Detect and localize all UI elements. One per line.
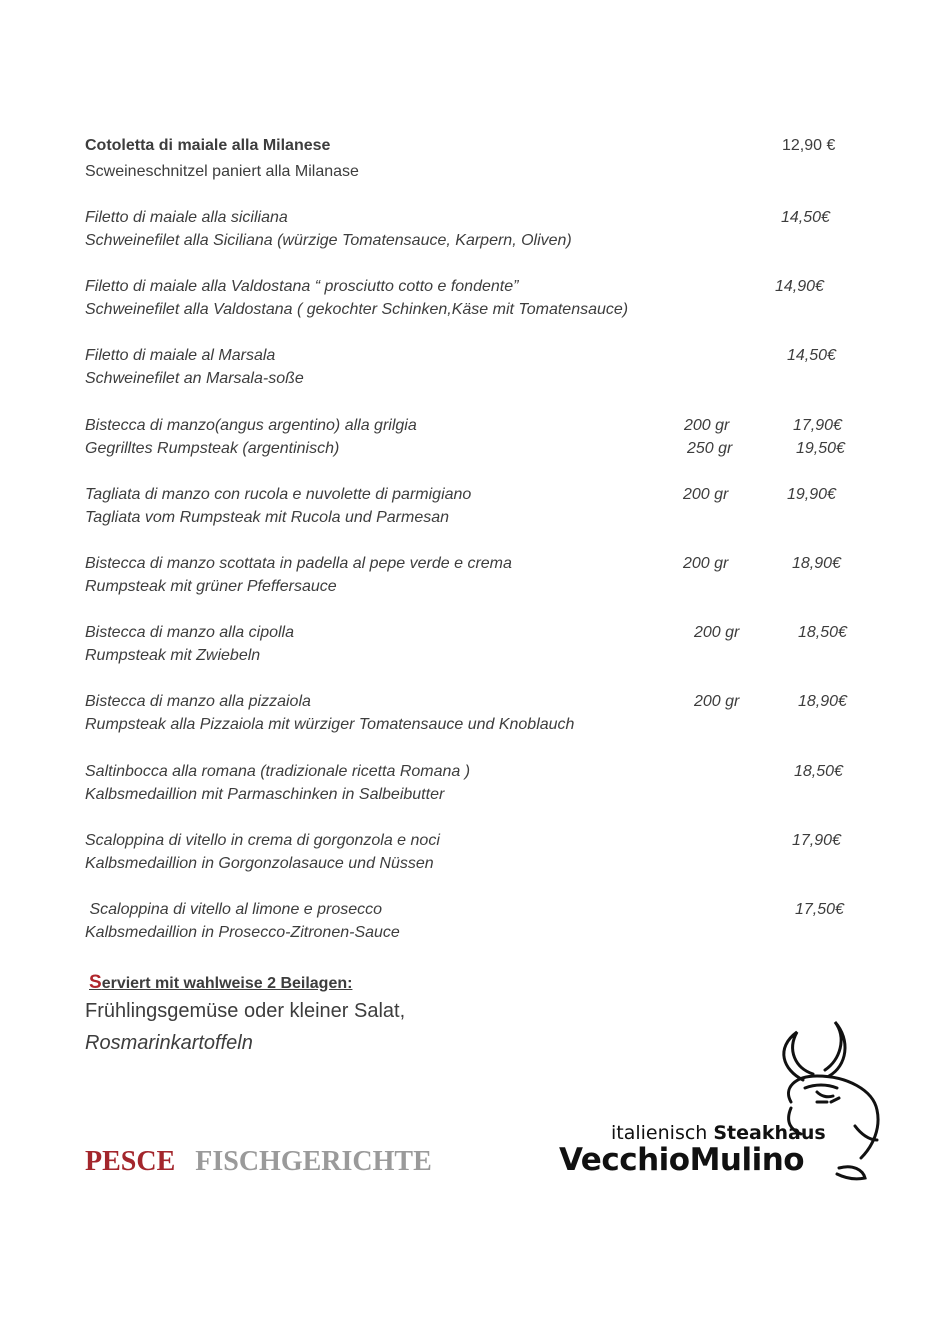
menu-item [85,275,865,321]
item-price: 18,90€ [798,693,847,710]
menu-item [85,206,865,252]
item-name-italian: Cotoletta di maiale alla Milanese [85,137,331,154]
item-name-german: Tagliata vom Rumpsteak mit Rucola und Parmesan [85,509,450,526]
item-name-german: Rumpsteak alla Pizzaiola mit würziger Tomatensauce und Knoblauch [85,716,575,733]
item-price: 18,50€ [798,624,847,641]
section-title-italian: PESCE [85,1146,176,1177]
item-weight: 200 gr [694,624,740,641]
menu-item [85,552,865,598]
section-title [85,1146,432,1178]
side-dishes-heading [89,972,352,994]
item-price: 18,50€ [794,763,843,780]
item-name-italian: Scaloppina di vitello al limone e prosecco [85,901,383,918]
item-name-german: Rumpsteak mit grüner Pfeffersauce [85,578,337,595]
menu-item [85,690,865,736]
item-price: 17,50€ [795,901,844,918]
logo-text-light: italienisch [611,1122,708,1144]
logo-text-line2: VecchioMulino [559,1142,805,1178]
side-dishes-line-2: Rosmarinkartoffeln [85,1032,253,1054]
item-weight: 200 gr [684,417,730,434]
item-price: 17,90€ [793,417,842,434]
side-dishes-heading-text: erviert mit wahlweise 2 Beilagen: [101,975,353,992]
item-price: 19,50€ [796,440,845,457]
item-name-german: Gegrilltes Rumpsteak (argentinisch) [85,440,340,457]
menu-item [85,134,865,183]
item-weight: 200 gr [683,486,729,503]
item-name-italian: Saltinbocca alla romana (tradizionale ricetta Romana ) [85,763,471,780]
item-name-german: Rumpsteak mit Zwiebeln [85,647,261,664]
menu-item [85,344,865,390]
item-name-italian: Filetto di maiale alla Valdostana “ prosciutto cotto e fondente” [85,278,519,295]
item-name-german: Scweineschnitzel paniert alla Milanase [85,163,359,180]
item-name-italian: Bistecca di manzo alla cipolla [85,624,294,641]
menu-item [85,829,865,875]
item-price: 19,90€ [787,486,836,503]
item-weight: 200 gr [683,555,729,572]
item-name-german: Schweinefilet an Marsala-soße [85,370,304,387]
menu-item [85,414,865,460]
restaurant-logo [555,1018,885,1193]
item-name-italian: Bistecca di manzo(angus argentino) alla grilgia [85,417,417,434]
item-price: 14,90€ [775,278,824,295]
item-price: 14,50€ [781,209,830,226]
menu-item [85,898,865,944]
item-weight: 200 gr [694,693,740,710]
item-price: 17,90€ [792,832,841,849]
item-weight: 250 gr [687,440,733,457]
item-name-german: Schweinefilet alla Valdostana ( gekochter Schinken,Käse mit Tomatensauce) [85,301,629,318]
menu-item [85,621,865,667]
item-name-italian: Filetto di maiale al Marsala [85,347,276,364]
menu-item [85,760,865,806]
item-name-german: Schweinefilet alla Siciliana (würzige Tomatensauce, Karpern, Oliven) [85,232,572,249]
item-price: 12,90 € [782,137,836,154]
side-dishes-heading-initial: S [89,972,102,993]
item-name-italian: Tagliata di manzo con rucola e nuvolette di parmigiano [85,486,472,503]
item-name-german: Kalbsmedaillion in Prosecco-Zitronen-Sauce [85,924,400,941]
item-name-italian: Bistecca di manzo alla pizzaiola [85,693,311,710]
item-price: 18,90€ [792,555,841,572]
item-name-italian: Filetto di maiale alla siciliana [85,209,288,226]
side-dishes-line-1: Frühlingsgemüse oder kleiner Salat, [85,1000,406,1022]
item-name-german: Kalbsmedaillion in Gorgonzolasauce und Nüssen [85,855,434,872]
item-name-italian: Scaloppina di vitello in crema di gorgonzola e noci [85,832,440,849]
logo-text-line1 [611,1122,826,1144]
menu-item [85,483,865,529]
section-title-german: FISCHGERICHTE [195,1146,432,1177]
logo-text-bold: Steakhaus [713,1122,826,1144]
item-name-italian: Bistecca di manzo scottata in padella al pepe verde e crema [85,555,512,572]
item-name-german: Kalbsmedaillion mit Parmaschinken in Salbeibutter [85,786,445,803]
item-price: 14,50€ [787,347,836,364]
